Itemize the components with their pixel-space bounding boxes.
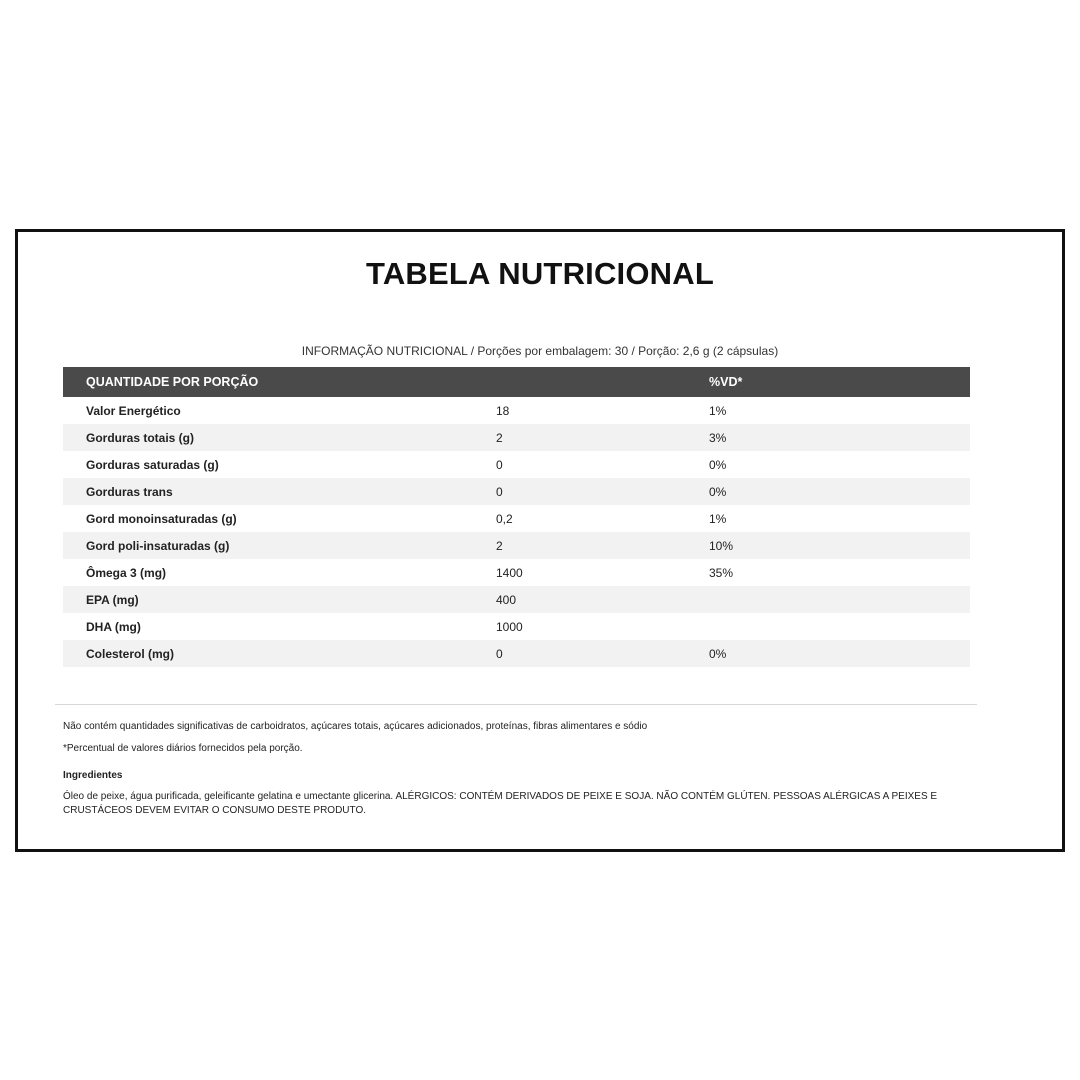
nutrient-name: EPA (mg)	[63, 586, 496, 613]
ingredients-heading: Ingredientes	[63, 770, 123, 781]
nutrient-name: Ômega 3 (mg)	[86, 565, 167, 580]
percent-note: *Percentual de valores diários fornecidos pela porção.	[63, 743, 303, 754]
nutrient-name: Colesterol (mg)	[63, 640, 496, 667]
nutrient-amount: 1400	[496, 565, 523, 580]
nutrient-name: Gord monoinsaturadas (g)	[86, 511, 237, 526]
nutrient-amount: 18	[496, 403, 510, 418]
nutrient-amount: 0	[496, 457, 503, 472]
not-significant-note: Não contém quantidades significativas de carboidratos, açúcares totais, açúcares adicionados, proteínas, fibras alimentares e sódio	[63, 721, 648, 732]
header-amount	[496, 367, 709, 397]
table-row	[63, 532, 970, 559]
nutrient-vd: 1%	[709, 511, 727, 526]
table-row	[63, 397, 970, 424]
nutrition-table	[63, 367, 970, 667]
nutrient-vd: 3%	[709, 424, 970, 451]
nutrient-name: Gorduras trans	[63, 478, 496, 505]
header-vd: %VD*	[709, 367, 970, 397]
nutrient-name: DHA (mg)	[86, 619, 141, 634]
nutrient-amount: 0	[496, 478, 709, 505]
table-row	[63, 478, 970, 505]
nutrient-vd: 10%	[709, 532, 970, 559]
table-row	[63, 505, 970, 532]
nutrient-name: Gord poli-insaturadas (g)	[63, 532, 496, 559]
nutrient-amount: 0,2	[496, 511, 513, 526]
nutrient-name: Valor Energético	[86, 403, 181, 418]
nutrient-amount: 2	[496, 424, 709, 451]
table-row	[63, 451, 970, 478]
nutrient-vd: 35%	[709, 565, 734, 580]
table-row	[63, 613, 970, 640]
nutrient-amount: 2	[496, 532, 709, 559]
nutrient-vd	[709, 613, 970, 640]
nutrition-panel	[15, 229, 1065, 852]
nutrient-name: Gorduras totais (g)	[63, 424, 496, 451]
nutrient-vd: 0%	[709, 640, 970, 667]
table-row	[63, 640, 970, 667]
table-row	[63, 586, 970, 613]
nutrient-vd: 0%	[709, 478, 970, 505]
header-quantity: QUANTIDADE POR PORÇÃO	[63, 367, 496, 397]
section-divider	[55, 704, 977, 705]
nutrient-vd: 1%	[709, 403, 727, 418]
nutrient-vd: 0%	[709, 457, 727, 472]
table-row	[63, 424, 970, 451]
page-title: TABELA NUTRICIONAL	[365, 256, 714, 291]
nutrient-amount: 400	[496, 586, 709, 613]
nutrient-amount: 1000	[496, 619, 523, 634]
ingredients-text: Óleo de peixe, água purificada, geleificante gelatina e umectante glicerina. ALÉRGICOS: CONTÉM DERIVADOS DE PEIXE E SOJA. NÃO CONTÉM GLÚTEN. PESSOAS ALÉRGICAS A PEIXES E CRUSTÁCEOS DEVEM EVITAR O CONSUMO DESTE PRODUTO.	[63, 791, 938, 816]
serving-info: INFORMAÇÃO NUTRICIONAL / Porções por embalagem: 30 / Porção: 2,6 g (2 cápsulas)	[301, 344, 779, 358]
nutrient-amount: 0	[496, 640, 709, 667]
nutrient-name: Gorduras saturadas (g)	[86, 457, 219, 472]
table-header-row	[63, 367, 970, 397]
nutrient-vd	[709, 586, 970, 613]
table-row	[63, 559, 970, 586]
